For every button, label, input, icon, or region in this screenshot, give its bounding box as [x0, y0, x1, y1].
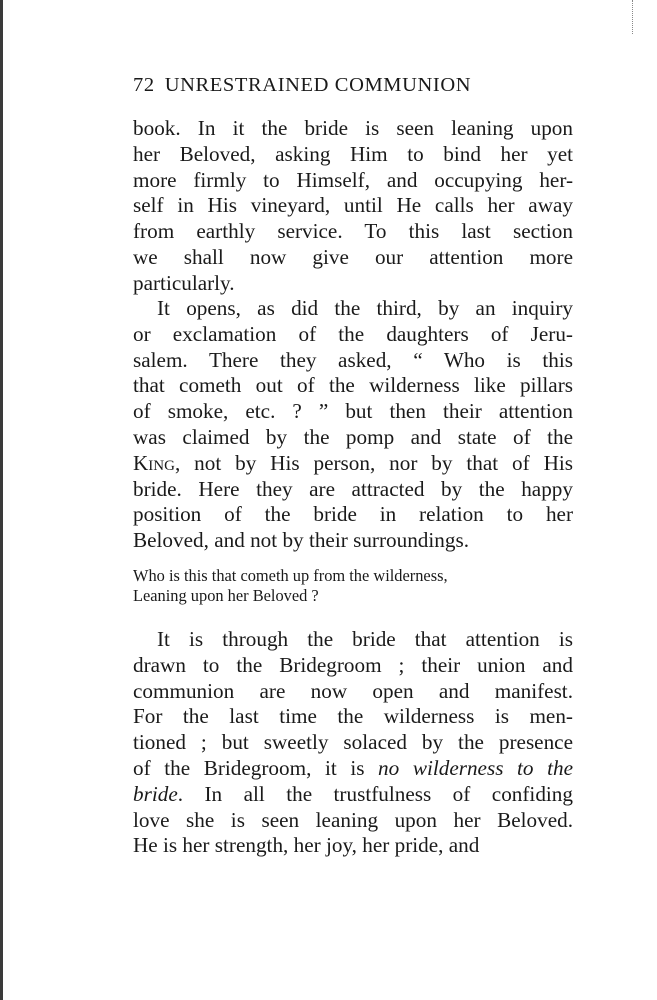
paragraph-1	[133, 116, 573, 297]
text-line: more firmly to Himself, and occupying her-	[133, 167, 573, 192]
running-title: UNRESTRAINED COMMUNION	[164, 74, 472, 96]
text-line: that cometh out of the wilderness like pillars	[133, 373, 573, 398]
text-line: we shall now give our attention more	[133, 244, 573, 269]
text-line: It is through the bride that attention is	[157, 627, 573, 651]
text-fragment: of the Bridegroom, it is	[133, 755, 379, 780]
text-fragment: . In all the trustfulness of confiding	[177, 781, 573, 806]
text-line: salem. There they asked, “ Who is this	[133, 347, 573, 372]
text-line: love she is seen leaning upon her Beloved.	[133, 807, 573, 832]
running-header	[133, 74, 573, 97]
king-small-caps: King	[133, 450, 175, 475]
text-line: drawn to the Bridegroom ; their union and	[133, 652, 573, 677]
text-line: from earthly service. To this last section	[133, 219, 573, 244]
scripture-quote	[133, 566, 573, 606]
text-line: bride. Here they are attracted by the happy	[133, 476, 573, 501]
text-line: For the last time the wilderness is men-	[133, 704, 573, 729]
paragraph-3	[133, 627, 573, 859]
text-line: He is her strength, her joy, her pride, and	[133, 833, 480, 858]
text-line: of smoke, etc. ? ” but then their attention	[133, 399, 573, 424]
italic-phrase: bride	[133, 781, 178, 806]
quote-line: Who is this that cometh up from the wilderness,	[133, 566, 448, 585]
scan-mark	[632, 0, 635, 34]
page-edge	[0, 0, 3, 1000]
text-line: or exclamation of the daughters of Jeru-	[133, 321, 573, 346]
text-line: Beloved, and not by their surroundings.	[133, 528, 470, 553]
text-line: position of the bride in relation to her	[133, 502, 573, 527]
text-line: self in His vineyard, until He calls her away	[133, 193, 573, 218]
text-line: tioned ; but sweetly solaced by the presence	[133, 730, 573, 755]
text-line: was claimed by the pomp and state of the	[133, 424, 573, 449]
text-line: It opens, as did the third, by an inquiry	[157, 296, 573, 320]
quote-line: Leaning upon her Beloved ?	[133, 586, 319, 605]
text-line: her Beloved, asking Him to bind her yet	[133, 141, 573, 166]
paragraph-2	[133, 296, 573, 554]
text-line	[133, 451, 573, 477]
text-line	[133, 782, 573, 808]
italic-phrase: no wilderness to the	[378, 755, 573, 780]
text-line: particularly.	[133, 270, 235, 295]
text-fragment: , not by His person, nor by that of His	[174, 450, 573, 475]
text-line	[133, 756, 573, 782]
text-line: communion are now open and manifest.	[133, 678, 573, 703]
page-number: 72	[133, 74, 155, 96]
text-line: book. In it the bride is seen leaning upon	[133, 116, 573, 140]
